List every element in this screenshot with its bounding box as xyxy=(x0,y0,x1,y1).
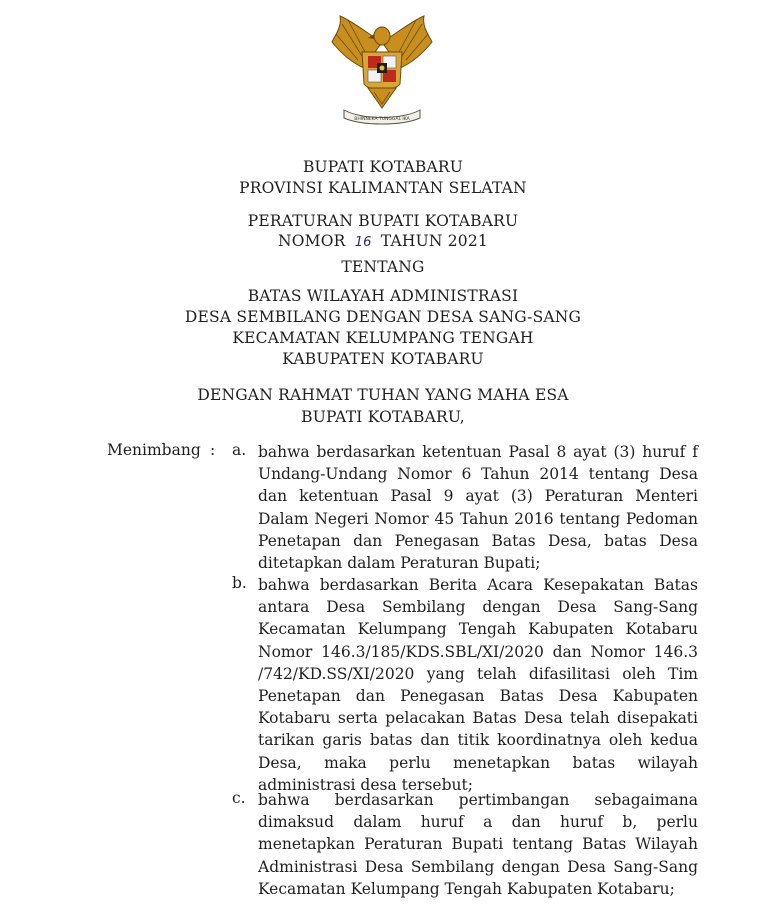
subject-line-3: KECAMATAN KELUMPANG TENGAH xyxy=(232,329,534,347)
number-prefix: NOMOR xyxy=(278,232,346,250)
number-suffix: TAHUN 2021 xyxy=(380,232,488,250)
subject-line-4: KABUPATEN KOTABARU xyxy=(282,350,484,368)
regulation-title: PERATURAN BUPATI KOTABARU xyxy=(247,212,519,230)
item-a-text: bahwa berdasarkan ketentuan Pasal 8 ayat (3) huruf f Undang-Undang Nomor 6 Tahun 2014 tentang Desa dan ketentuan Pasal 9 ayat (3) Peraturan Menteri Dalam Negeri Nomor 45 Tahun 2016 tentang Pedoman Penetapan dan Penegasan Batas Desa, batas Desa ditetapkan dalam Peraturan Bupati; xyxy=(258,443,698,573)
considering-label: Menimbang xyxy=(107,441,201,459)
subject-line-1: BATAS WILAYAH ADMINISTRASI xyxy=(247,287,519,305)
item-c-letter: c. xyxy=(232,789,246,807)
item-c-text: bahwa berdasarkan pertimbangan sebagaimana dimaksud dalam huruf a dan huruf b, perlu menetapkan Peraturan Bupati tentang Batas Wilayah Administrasi Desa Sembilang dengan Desa Sang-Sang Kecamatan Kelumpang Tengah Kabupaten Kotabaru; xyxy=(258,791,698,898)
preamble-line-1: DENGAN RAHMAT TUHAN YANG MAHA ESA xyxy=(197,386,569,404)
item-a-letter: a. xyxy=(232,441,247,459)
subject-line-2: DESA SEMBILANG DENGAN DESA SANG-SANG xyxy=(184,308,582,326)
office-title: BUPATI KOTABARU xyxy=(302,158,464,176)
garuda-emblem-icon xyxy=(328,12,436,128)
item-b-letter: b. xyxy=(232,574,247,592)
province-title: PROVINSI KALIMANTAN SELATAN xyxy=(239,179,527,197)
emblem-motto: BHINNEKA TUNGGAL IKA xyxy=(354,117,410,122)
about-label: TENTANG xyxy=(341,258,425,276)
regulation-number xyxy=(0,232,766,250)
handwritten-number: 16 xyxy=(354,235,372,250)
considering-colon: : xyxy=(210,441,216,459)
item-b-text: bahwa berdasarkan Berita Acara Kesepakatan Batas antara Desa Sembilang dengan Desa Sang-Sang Kecamatan Kelumpang Tengah Kabupaten Kotabaru Nomor 146.3/185/KDS.SBL/XI/2020 dan Nomor 146.3 /742/KD.SS/XI/2020 yang telah difasilitasi oleh Tim Penetapan dan Penegasan Batas Desa Kabupaten Kotabaru serta pelacakan Batas Desa telah disepakati tarikan garis batas dan titik koordinatnya oleh kedua Desa, maka perlu menetapkan batas wilayah administrasi desa tersebut; xyxy=(258,576,698,794)
preamble-line-2: BUPATI KOTABARU, xyxy=(301,408,465,426)
